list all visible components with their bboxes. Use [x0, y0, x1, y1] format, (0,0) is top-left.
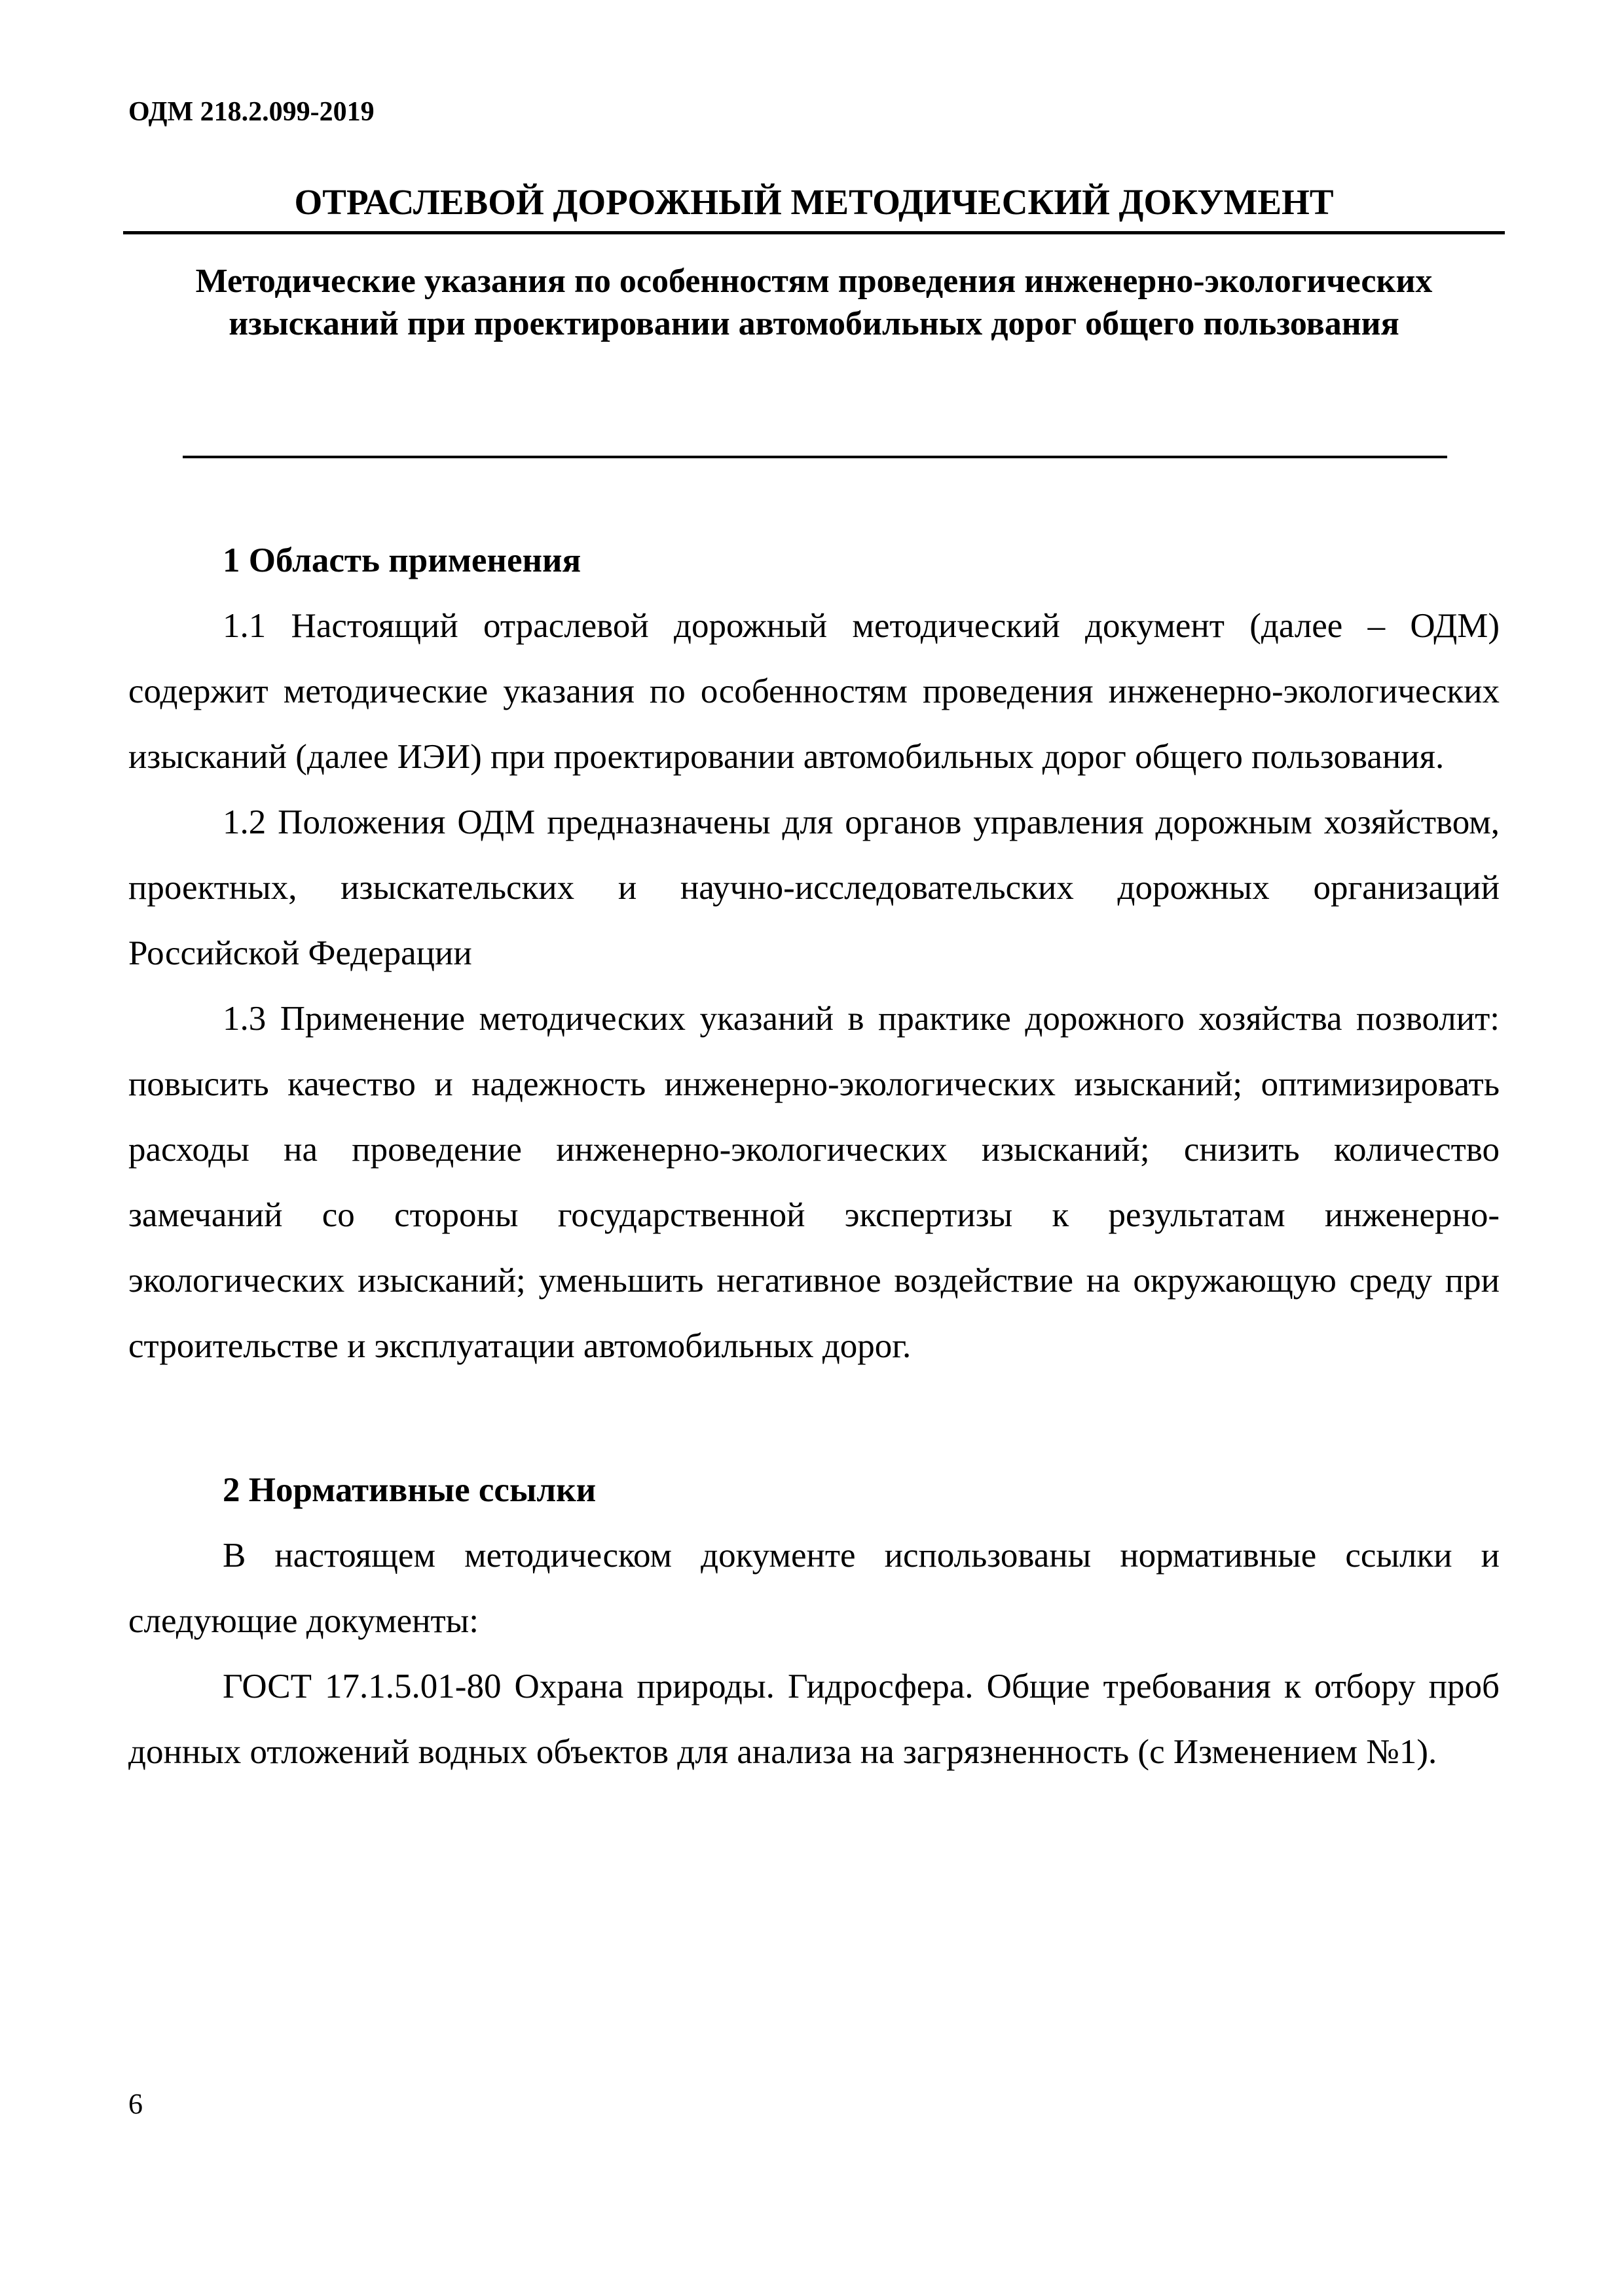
document-body	[128, 528, 1500, 1785]
section-heading: 1 Область применения	[223, 541, 581, 579]
paragraph: 1.2 Положения ОДМ предназначены для органов управления дорожным хозяйством, проектных, изыскательских и научно-исследовательских дорожных организаций Российской Федерации	[128, 803, 1500, 972]
title-rule	[183, 456, 1447, 458]
document-title: Методические указания по особенностям проведения инженерно-экологических изысканий при проектировании автомобильных дорог общего пользования	[195, 263, 1433, 342]
paragraph: ГОСТ 17.1.5.01-80 Охрана природы. Гидросфера. Общие требования к отбору проб донных отложений водных объектов для анализа на загрязненность (с Изменением №1).	[128, 1667, 1500, 1771]
section-scope	[128, 528, 1500, 1379]
section-heading: 2 Нормативные ссылки	[223, 1471, 597, 1509]
paragraph: 1.1 Настоящий отраслевой дорожный методический документ (далее – ОДМ) содержит методические указания по особенностям проведения инженерно-экологических изысканий (далее ИЭИ) при проектировании автомобильных дорог общего пользования.	[128, 607, 1500, 776]
document-code: ОДМ 218.2.099-2019	[128, 97, 375, 127]
paragraph: 1.3 Применение методических указаний в практике дорожного хозяйства позволит: повысить качество и надежность инженерно-экологических изысканий; оптимизировать расходы на проведение инженерно-экологических изысканий; снизить количество замечаний со стороны государственной экспертизы к результатам инженерно-экологических изысканий; уменьшить негативное воздействие на окружающую среду при строительстве и эксплуатации автомобильных дорог.	[128, 1000, 1500, 1365]
paragraph: В настоящем методическом документе использованы нормативные ссылки и следующие документы:	[128, 1537, 1500, 1640]
section-references	[128, 1457, 1500, 1785]
section-spacer	[128, 1379, 1500, 1457]
header-rule	[123, 231, 1505, 234]
page-number: 6	[128, 2088, 143, 2120]
document-category: ОТРАСЛЕВОЙ ДОРОЖНЫЙ МЕТОДИЧЕСКИЙ ДОКУМЕНТ	[294, 182, 1334, 222]
